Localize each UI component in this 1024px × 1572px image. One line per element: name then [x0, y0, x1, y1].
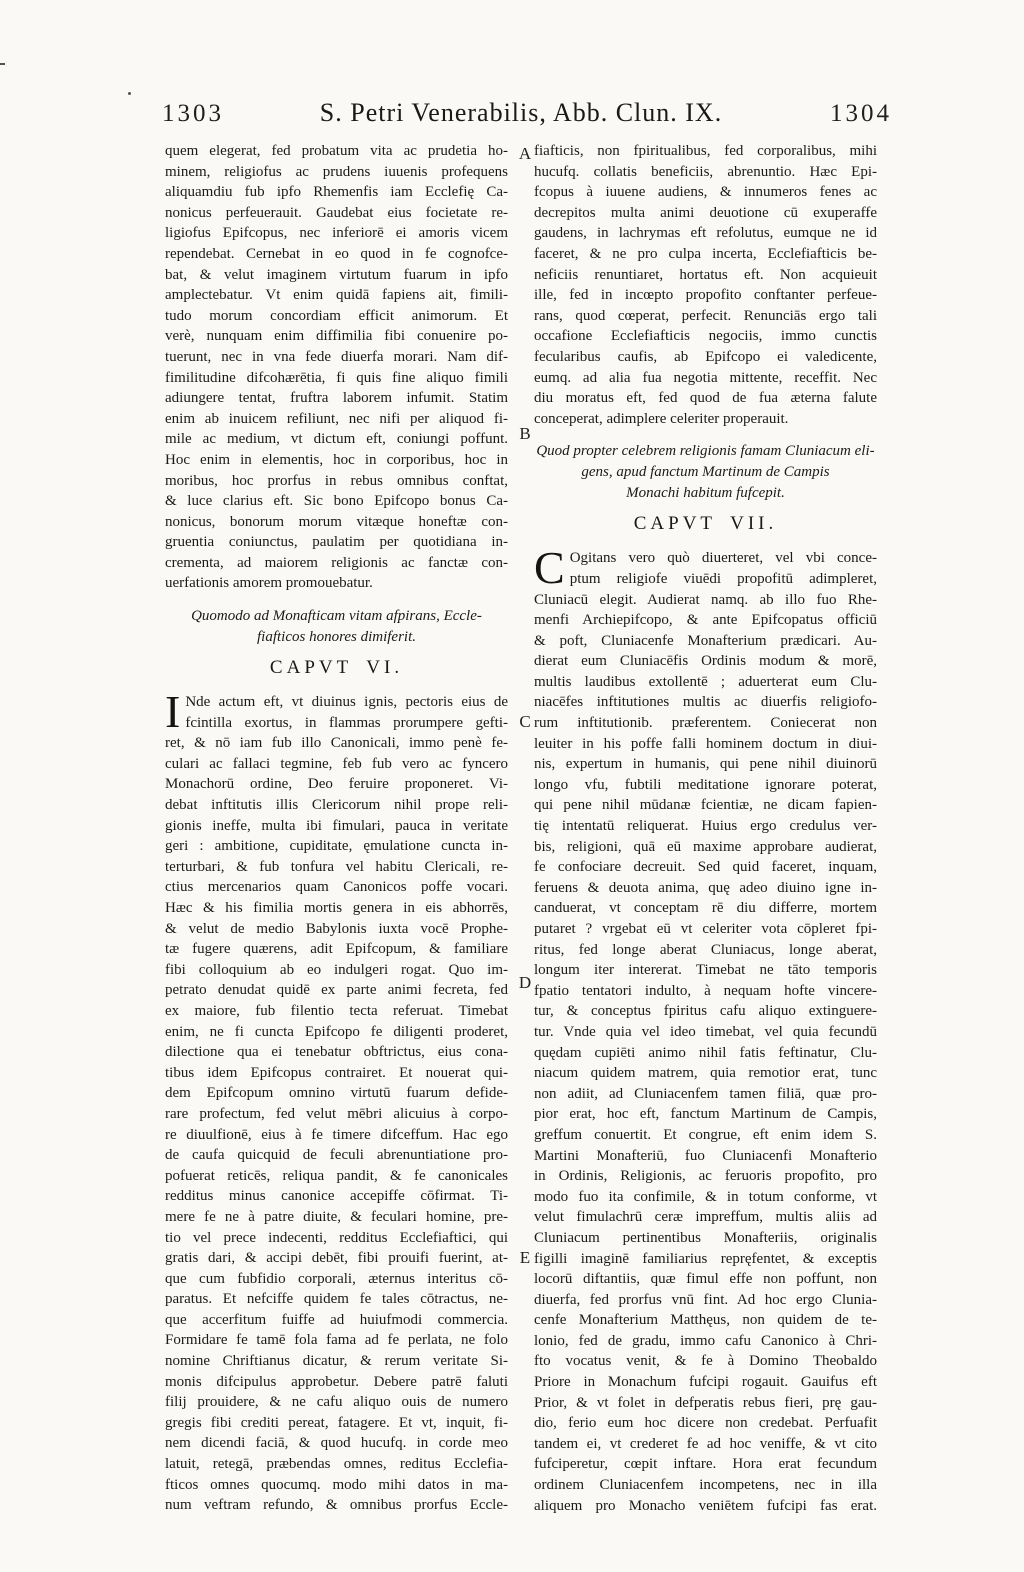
column-number-left: 1303 [162, 100, 224, 127]
text-line: tæ fugere quærens, adit Epifcopum, & familiare [165, 941, 508, 958]
text-line: canduerat, vt conceptam rē diu differre, mortem [534, 900, 877, 917]
text-line: mile ac medium, vt dictum eft, coniungi poffunt. [165, 431, 508, 448]
text-line: bat, & velut imaginem virtutum fuarum in ipfo [165, 266, 508, 283]
text-line: re diuulfionē, eius à fe timere difceffum. Hac ego [165, 1126, 508, 1143]
text-line: rans, quod cœperat, perfecit. Renunciās ergo tali [534, 307, 877, 324]
heading-line: Quod propter celebrem religionis famam Cluniacum eli- [536, 443, 875, 460]
text-line: tię intentatū reliquerat. Huius ergo credulus ver- [534, 818, 877, 835]
section-heading-italic [165, 606, 508, 648]
right-text-column [534, 141, 877, 1516]
gutter-letter-e: E [519, 1248, 531, 1267]
text-line: fcopus à iuuene audiens, & innumeros fenes ac [534, 184, 877, 201]
paper-speck [128, 92, 131, 95]
text-line: niacum quidem matrem, quia remotior erat, tunc [534, 1065, 877, 1082]
text-line: terturbari, & fub tonfura vel habitu Clericali, re- [165, 858, 508, 875]
text-line: ptum religiofe viuēdi propofitū adimpleret, [569, 570, 877, 587]
text-line: neficiis renuntiaret, hortatus eft. Non acquieuit [534, 266, 877, 283]
text-line: niacēfes inftitutiones multis ac diuerfis religiofo- [534, 694, 877, 711]
gutter-letter-d: D [518, 973, 532, 992]
section-heading-italic [534, 441, 877, 504]
text-line: ex maiore, fub filentio tecta referuat. Timebat [165, 1002, 508, 1019]
text-line: fcintilla exortus, in flammas prorumpere gefti- [185, 714, 508, 731]
text-line: qui pene nihil mūdanæ fcientiæ, ne dicam fapien- [534, 797, 877, 814]
text-line: latuit, retegā, præbendas omnes, reditus Ecclefia- [165, 1456, 508, 1473]
text-line: gregis fibi crediti pereat, fatagere. Et vt, inquit, fi- [165, 1414, 508, 1431]
text-line: Hoc enim in elementis, hoc in corporibus, hoc in [165, 451, 508, 468]
text-line: Monachorū ordine, Deo feruire proponeret. Vi- [165, 776, 508, 793]
text-line: Hæc & his fimilia mortis genera in eis abhorrēs, [165, 900, 508, 916]
text-line: & velut de medio Babylonis iuxta vocē Prophe- [165, 920, 508, 937]
text-line: eumq. ad alia fua negotia mittente, receffit. Nec [534, 369, 877, 386]
drop-cap-initial: C [534, 542, 565, 594]
text-line: tio vel prece indecenti, redditus Ecclefiaftici, qui [165, 1229, 508, 1246]
text-line: monis difcipulus approbetur. Debere patrē faluti [165, 1373, 508, 1390]
text-line: que accerfitum fuiffe ad huiufmodi commercia. [165, 1311, 508, 1328]
heading-line: Monachi habitum fufcepit. [626, 485, 785, 502]
text-line: conceperat, adimplere celeriter properauit. [534, 410, 789, 427]
text-line: num veftram refundo, & omnibus prorfus Eccle- [165, 1497, 508, 1514]
text-line: occafione Ecclefiafticis negociis, immo cunctis [534, 328, 877, 345]
text-line: crementa, ad maiorem religionis ac fanctæ con- [165, 554, 508, 571]
text-line: minem, religiofus ac prudens iuuenis profequens [165, 163, 508, 180]
text-line: paratus. Et nefciffe quidem fe tales cōtractus, ne- [165, 1291, 508, 1308]
left-text-column [165, 141, 508, 1516]
text-line: gionis ineffe, multa ibi fimulari, pauca in veritate [165, 817, 508, 834]
text-line: C Ogitans vero quò diuerteret, vel vbi conce- [534, 542, 877, 594]
text-line: fticos omnes quocumq. modo mihi datos in ma- [165, 1476, 508, 1493]
text-line: culari ac fallaci tegmine, feb fub vero ac fyncero [165, 755, 508, 772]
text-line: Priore in Monachum fufcipi rogauit. Gauifus eft [534, 1374, 877, 1391]
text-line: dem Epifcopum omnino virtutū fuarum defide- [165, 1085, 508, 1102]
text-line: modo fuo ita confimile, & in totum conforme, vt [534, 1188, 877, 1205]
text-line: faceret, & ne pro culpa incerta, Ecclefiafticis be- [534, 245, 877, 262]
text-line: diuerfa, fed prorfus vnū fint. Ad hoc ergo Clunia- [534, 1291, 877, 1308]
text-line: ritus, fed longe aberat Cluniacus, longe aberat, [534, 941, 877, 958]
text-line: rare profectum, fed velut mēbri alicuius à corpo- [165, 1105, 508, 1122]
text-line: enim ab inuicem refiliunt, nec nifi per aliquod fi- [165, 410, 508, 427]
text-line: gaudens, in lachrymas eft refolutus, eumque ne id [534, 225, 877, 242]
text-line: de caufa quicquid de feculi abrenuntiatione pro- [165, 1147, 508, 1164]
text-line: nonicus, bonorum morum vitæque honeftæ con- [165, 513, 508, 530]
text-line: geri : ambitione, cupiditate, ęmulatione cuncta in- [165, 838, 508, 855]
paper-speck [0, 63, 5, 65]
text-line: rum inftitutionib. præferentem. Coniecerat non [534, 715, 877, 732]
text-line: leuiter in his poffe falli hominem doctum in diui- [534, 735, 877, 752]
text-line: tur, & conceptus fpiritus cafu aliquo extinguere- [534, 1003, 877, 1020]
heading-line: gens, apud fanctum Martinum de Campis [581, 464, 830, 481]
text-line: aliquamdiu fub ipfo Rhemenfis iam Ecclefię Ca- [165, 184, 508, 201]
text-line: Cluniacū elegit. Audierat namq. ab illo fuo Rhe- [534, 591, 877, 608]
text-line: ctius mercenarios quam Canonicos poffe vocari. [165, 879, 508, 896]
text-line: fpatio tentatori indulto, à nequam hofte vincere- [534, 982, 877, 999]
text-line: feruens & deuota anima, quę adeo diuino igne in- [534, 879, 877, 896]
paragraph-dropcap [165, 686, 508, 1516]
text-line: decrepitos multa animi deuotione cū exuperaffe [534, 204, 877, 221]
text-line: diu moratus eft, fed quod de fua æterna falute [534, 390, 877, 407]
text-line: uerfationis amorem promouebatur. [165, 575, 373, 592]
text-line: dierat eum Cluniacēfis Ordinis modum & morē, [534, 653, 877, 670]
text-line: adiungere tentat, fruftra laborem infumit. Statim [165, 390, 508, 407]
text-line: quem elegerat, fed probatum vita ac prudetia ho- [165, 143, 508, 159]
text-line: Formidare fe tamē fola fama ad fe perlata, ne folo [165, 1332, 508, 1349]
text-line: ordinem Cluniacenfem incompetens, nec in illa [534, 1477, 877, 1494]
text-line: bis, religioni, quā eū maxime approbare audierat, [534, 838, 877, 855]
text-line: tibus idem Epifcopus contrairet. Et nouerat qui- [165, 1064, 508, 1081]
text-line: quędam cupiēti animo nihil fatis feftinatur, Clu- [534, 1044, 877, 1061]
text-line: menfi Archiepifcopo, & ante Epifcopatus officiū [534, 612, 877, 629]
text-line: putaret ? vrgebat eū vt celeriter vota cōpleret fpi- [534, 921, 877, 937]
text-line: in Ordinis, Religionis, ac feruoris propofito, pro [534, 1168, 877, 1185]
chapter-heading: CAPVT VI. [269, 657, 404, 679]
text-line: tur. Vnde quia vel ideo timebat, vel quia fecundū [534, 1023, 877, 1040]
text-line: hucufq. collatis beneficiis, abrenuntio. Hæc Epi- [534, 163, 877, 180]
running-title: S. Petri Venerabilis, Abb. Clun. IX. [319, 98, 723, 127]
text-line: petrato denudat quidē ex parte animi fecreta, fed [165, 982, 508, 999]
text-line: non adiit, ad Cluniacenfem tamen filiā, quæ pro- [534, 1085, 877, 1102]
text-line: tandem ei, vt crederet fe ad hoc veniffe, & vt cito [534, 1435, 877, 1452]
text-line: I Nde actum eft, vt diuinus ignis, pectoris eius de [165, 686, 508, 738]
text-line: lonio, fed de gradu, immo cafu Canonico à Chri- [534, 1332, 877, 1349]
text-line: Prior, & vt folet in defperatis rebus fieri, prę gau- [534, 1394, 877, 1411]
text-line: tudo morum concordiam efficit animorum. Et [165, 307, 508, 324]
text-line: verè, nunquam enim diffimilia fibi conuenire po- [165, 328, 508, 345]
text-line: locorū diftantiis, quæ fimul effe non poffunt, non [534, 1271, 877, 1288]
text-line: pior erat, hoc eft, fanctum Martinum de Campis, [534, 1106, 877, 1123]
text-line: ret, & nō iam fub illo Canonicali, immo penè fe- [165, 735, 508, 752]
text-line: & luce clarius eft. Sic bono Epifcopo bonus Ca- [165, 493, 508, 510]
page-header [0, 98, 1024, 138]
text-line: fufciperetur, cœpit inftare. Hora erat fecundum [534, 1456, 877, 1473]
text-line: Cluniacum pertinentibus Monafteriis, originalis [534, 1229, 877, 1246]
text-line: rependebat. Cernebat in eo quod in fe cognofce- [165, 245, 508, 262]
text-line: & poft, Cluniacenfe Monafterium prædicari. Au- [534, 632, 877, 649]
heading-line: fiafticos honores dimiferit. [256, 629, 417, 646]
text-line: nem dicendi faciā, & quod hucufq. in corde meo [165, 1435, 508, 1452]
text-line: fe confociare decreuit. Sed quid faceret, inquam, [534, 859, 877, 876]
text-line: velut fimulachrū ceræ impreffum, multis aliis ad [534, 1209, 877, 1226]
text-line: fto vocatus venit, & fe à Domino Theobaldo [534, 1353, 877, 1370]
gutter-letter-b: B [519, 424, 531, 443]
text-line: multis laudibus extollentē ; aduerterat eum Clu- [534, 673, 877, 690]
text-line: que cum fubfidio corporali, æternus interitus cō- [165, 1270, 508, 1287]
text-line: longo vfu, fubtili meditatione ignorare poterat, [534, 776, 877, 793]
text-line: filij prouidere, & ne cafu aliquo ouis de numero [165, 1394, 508, 1411]
text-line: longum iter intererat. Timebat ne tāto temporis [534, 962, 877, 979]
text-line: gruentia coniunctus, paulatim per quotidiana in- [165, 534, 508, 551]
gutter-letter-c: C [519, 712, 531, 731]
text-line: gratis dari, & accipi debēt, fibi prouifi fuerint, at- [165, 1250, 508, 1267]
text-line: moribus, hoc prorfus in rebus omnibus conftat, [165, 472, 508, 489]
text-line: redditus minus canonice accepiffe cōfirmat. Ti- [165, 1188, 508, 1205]
text-line: pofuerat reticēs, reliqua pandit, & fe canonicales [165, 1167, 508, 1184]
text-line: nis, expertum in humanis, qui pene nihil diuinorū [534, 756, 877, 773]
column-number-right: 1304 [830, 100, 892, 127]
text-line: fiafticis, non fpiritualibus, fed corporalibus, mihi [534, 143, 877, 159]
chapter-heading: CAPVT VII. [633, 513, 778, 535]
text-line: cenfe Monafterium Matthęus, non quidem de te- [534, 1312, 877, 1329]
text-line: fimilitudine difcohærētia, fi quis fine aliquo fimili [165, 369, 508, 386]
text-line: Martini Monafteriū, fuo Cluniacenfi Monafterio [534, 1147, 877, 1164]
text-line: mere fe ne à patre diuite, & feculari homine, pre- [165, 1208, 508, 1225]
text-line: dilectione qua ei tenebatur obftrictus, eius cona- [165, 1044, 508, 1061]
text-line: dio, ferio eum hoc dicere non credebat. Perfuafit [534, 1415, 877, 1432]
drop-cap-initial: I [165, 686, 181, 738]
text-line: ligiofus Epifcopus, nec inferiorē ei amoris vicem [165, 225, 508, 242]
text-line: fibi colloquium ab eo indulgeri rogat. Quo im- [165, 961, 508, 978]
text-line: aliquem pro Monacho veniētem fufcipi fas erat. [534, 1497, 877, 1514]
paragraph-dropcap [534, 542, 877, 1516]
text-line: fecularibus caufis, ab Epifcopo ei valedicente, [534, 348, 877, 365]
text-line: ille, fed in incœpto propofito conftanter perfeue- [534, 287, 877, 304]
heading-line: Quomodo ad Monafticam vitam afpirans, Eccle- [191, 608, 482, 625]
text-line: enim, ne fi cuncta Epifcopo fe diligenti proderet, [165, 1023, 508, 1040]
text-line: greffum conuertit. Et congrue, eft enim idem S. [534, 1126, 877, 1143]
text-line: tuerunt, nec in vna fede diuerfa morari. Nam dif- [165, 348, 508, 365]
paragraph [165, 141, 508, 594]
text-line: amplectebatur. Vt enim quidā fapiens ait, fimili- [165, 287, 508, 304]
gutter-letter-a: A [518, 144, 532, 163]
text-line: nomine Chriftianus dicatur, & rerum veritate Si- [165, 1353, 508, 1370]
text-line: figilli imaginē familiarius repręfentet, & exceptis [534, 1250, 877, 1267]
text-line: debat inftitutis illis Clericorum nihil prope reli- [165, 797, 508, 814]
paragraph [534, 141, 877, 429]
text-line: nonicus perfeuerauit. Gaudebat eius focietate re- [165, 204, 508, 221]
